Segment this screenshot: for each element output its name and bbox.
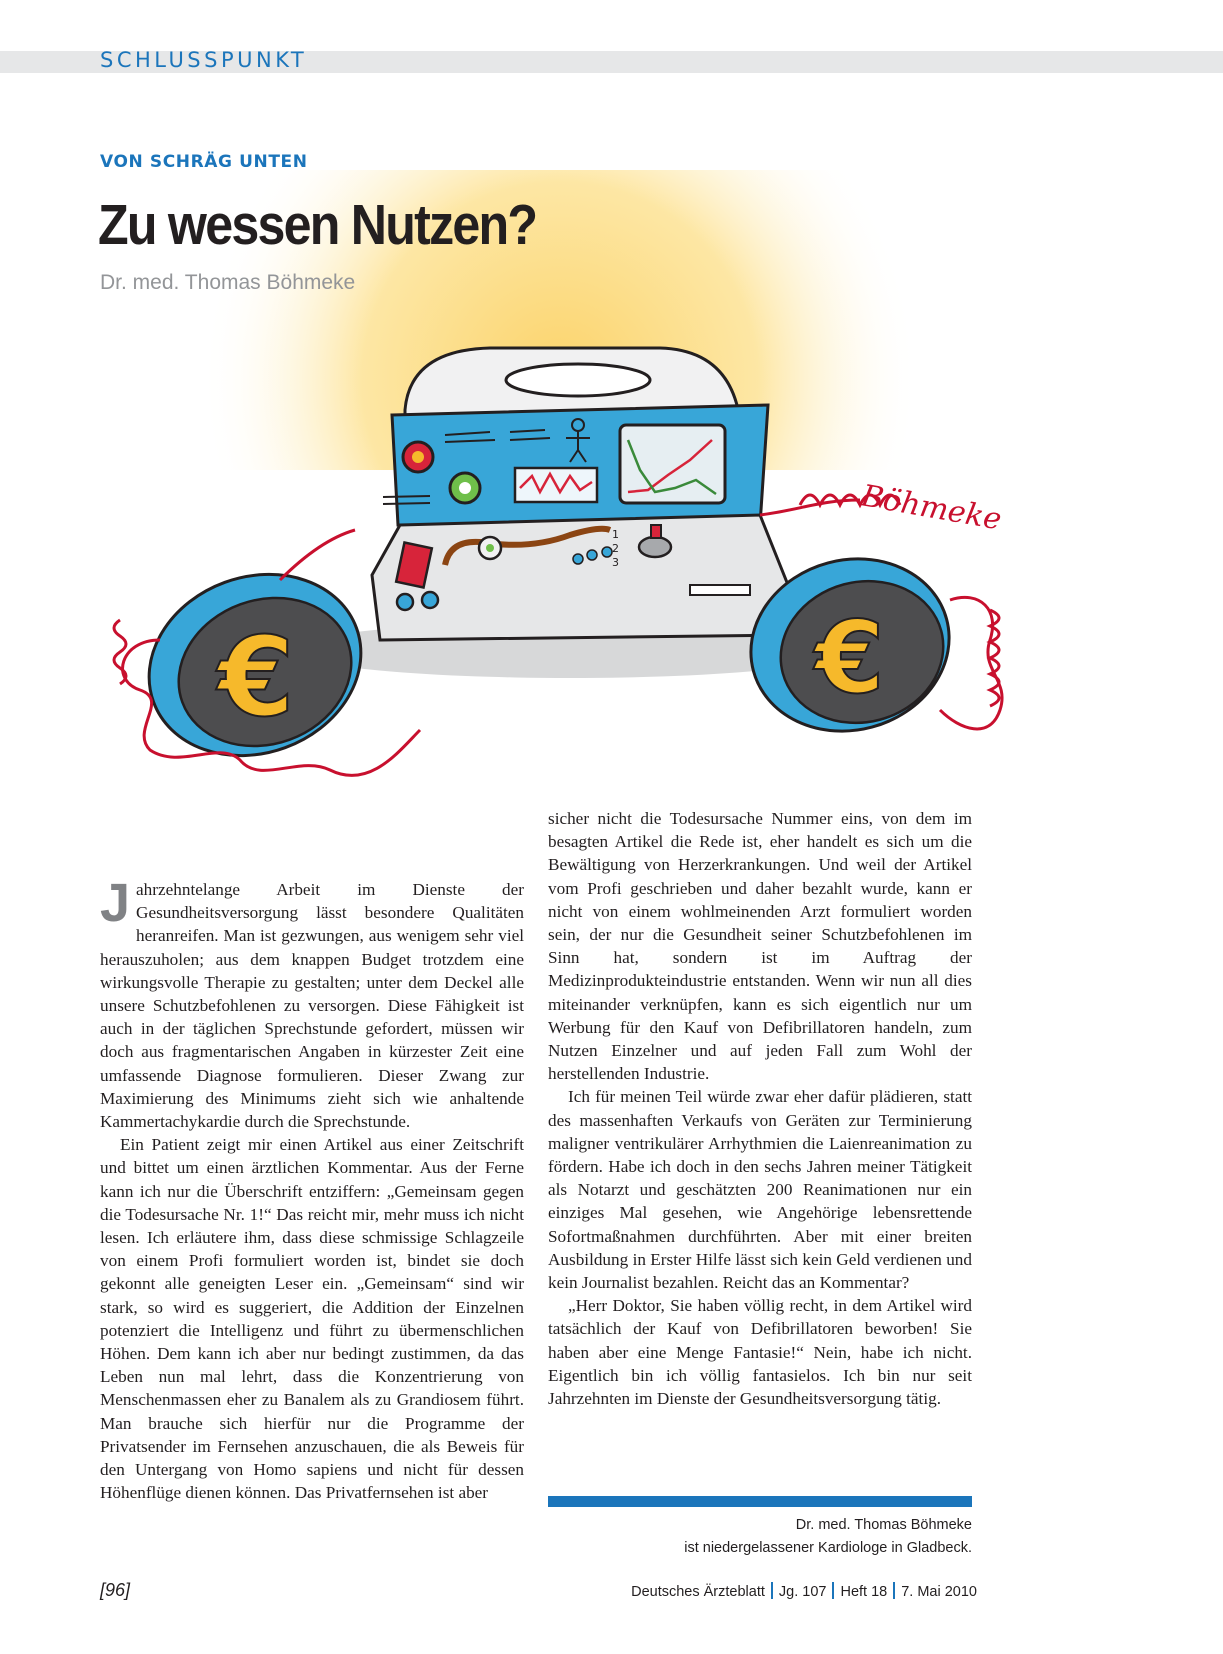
paragraph: Ich für meinen Teil würde zwar eher dafür plädieren, statt des massenhaften Verkaufs von Geräten zur Terminierung maligner ventrikulärer Arrhythmien die Laienreanimation zu fördern. Habe ich doch in den sechs Jahren meiner Tätigkeit als Notarzt und geschätzten 200 Reanimationen nur ein einziges Mal gesehen, wie Angehörige lebensrettende Sofortmaßnahmen durchführten. Aber mit einer breiten Ausbildung in Erster Hilfe lässt sich kein Geld verdienen und kein Journalist bezahlen. Reicht das an Kommentar? xyxy=(548,1087,972,1293)
paragraph-text: ahrzehntelange Arbeit im Dienste der Gesundheitsversorgung lässt besondere Qualitäten heranreifen. Man ist gezwungen, aus wenigem sehr viel herauszuholen; aus dem knappen Budget trotzdem eine wirkungsvolle Therapie zu gestalten; unter dem Deckel alle unsere Schutzbefohlenen zu versorgen. Diese Fähigkeit ist auch in der täglichen Sprechstunde gefordert, müssen wir doch aus fragmentarischen Angaben in kürzester Zeit eine umfassende Diagnose formulieren. Dieser Zwang zur Maximierung des Minimums zieht sich wie anhaltende Kammertachykardie durch die Sprechstunde. xyxy=(100,880,524,1132)
bio-name: Dr. med. Thomas Böhmeke xyxy=(795,1517,972,1533)
handle-slot xyxy=(506,364,650,396)
separator xyxy=(893,1582,895,1599)
separator xyxy=(771,1582,773,1599)
bio-text: ist niedergelassener Kardiologe in Gladbeck. xyxy=(684,1540,972,1556)
separator xyxy=(832,1582,834,1599)
drop-cap: J xyxy=(100,873,131,933)
article-kicker: VON SCHRÄG UNTEN xyxy=(100,152,308,172)
article-title: Zu wessen Nutzen? xyxy=(98,193,537,257)
section-label: SCHLUSSPUNKT xyxy=(100,48,308,72)
paragraph: sicher nicht die Todesursache Nummer eins, von dem im besagten Artikel die Rede ist, eher handelt es sich um die Bewältigung von Herzerkrankungen. Und weil der Artikel vom Profi geschrieben und daher bezahlt wurde, kann er nicht von einem wohlmeinenden Arzt formuliert worden sein, der nur die Gesundheit seiner Schutzbefohlenen im Sinn hat, sondern ist im Auftrag der Medizinprodukteindustrie entstanden. Wenn wir nun all dies miteinander verknüpfen, kann es sich eigentlich nur um Werbung für den Kauf von Defibrillatoren handeln, zum Nutzen Einzelner und auf jeden Fall zum Wohl der herstellenden Industrie. xyxy=(548,809,972,1084)
artist-signature: Böhmeke xyxy=(858,478,1005,538)
date: 7. Mai 2010 xyxy=(901,1584,977,1600)
defibrillator-illustration xyxy=(100,170,1090,810)
paragraph xyxy=(100,873,524,1133)
switch-label-2: 2 xyxy=(612,542,619,555)
article-column-left xyxy=(100,873,524,1504)
article-author: Dr. med. Thomas Böhmeke xyxy=(100,271,356,294)
article-column-right xyxy=(548,807,972,1410)
volume: Jg. 107 xyxy=(778,1584,827,1600)
paragraph: „Herr Doktor, Sie haben völlig recht, in dem Artikel wird tatsächlich der Kauf von Defibrillatoren beworben! Sie haben aber eine Menge Fantasie!“ Nein, habe ich nicht. Eigentlich bin ich völlig fantasielos. Ich bin nur seit Jahrzehnten im Dienste der Gesundheitsversorgung tätig. xyxy=(548,1296,972,1409)
footer-citation xyxy=(631,1582,977,1600)
euro-symbol-right: € xyxy=(815,599,885,716)
issue: Heft 18 xyxy=(840,1584,888,1600)
switch-label-3: 3 xyxy=(612,556,619,569)
paragraph: Ein Patient zeigt mir einen Artikel aus einer Zeitschrift und bittet um einen ärztlichen Kommentar. Aus der Ferne kann ich nur die Überschrift entziffern: „Gemeinsam gegen die Todesursache Nr. 1!“ Das reicht mir, mehr muss ich nicht lesen. Ich erläutere ihm, dass diese schmissige Schlagzeile von einem Profi formuliert worden ist, bindet sie doch gekonnt alle geneigten Leser ein. „Gemeinsam“ sind wir stark, so wird es suggeriert, die Addition der Einzelnen potenziert die Intelligenz und führt zu übermenschlichen Höhen. Dem kann ich aber nur bedingt zustimmen, da das Leben nun mal lehrt, dass die Konzentrierung von Menschenmassen eher zu Banalem als zu Grandiosem führt. Man brauche sich hierfür nur die Programme der Privatsender im Fernsehen anzuschauen, die als Beweis für den Untergang von Homo sapiens und nicht für dessen Höhenflüge dienen können. Das Privatfernsehen ist aber xyxy=(100,1135,524,1503)
author-bio xyxy=(684,1514,972,1560)
euro-symbol-left: € xyxy=(218,613,295,741)
bio-rule xyxy=(548,1496,972,1507)
page-number: [96] xyxy=(100,1580,131,1600)
journal-name: Deutsches Ärzteblatt xyxy=(631,1584,765,1600)
switch-label-1: 1 xyxy=(612,528,619,541)
